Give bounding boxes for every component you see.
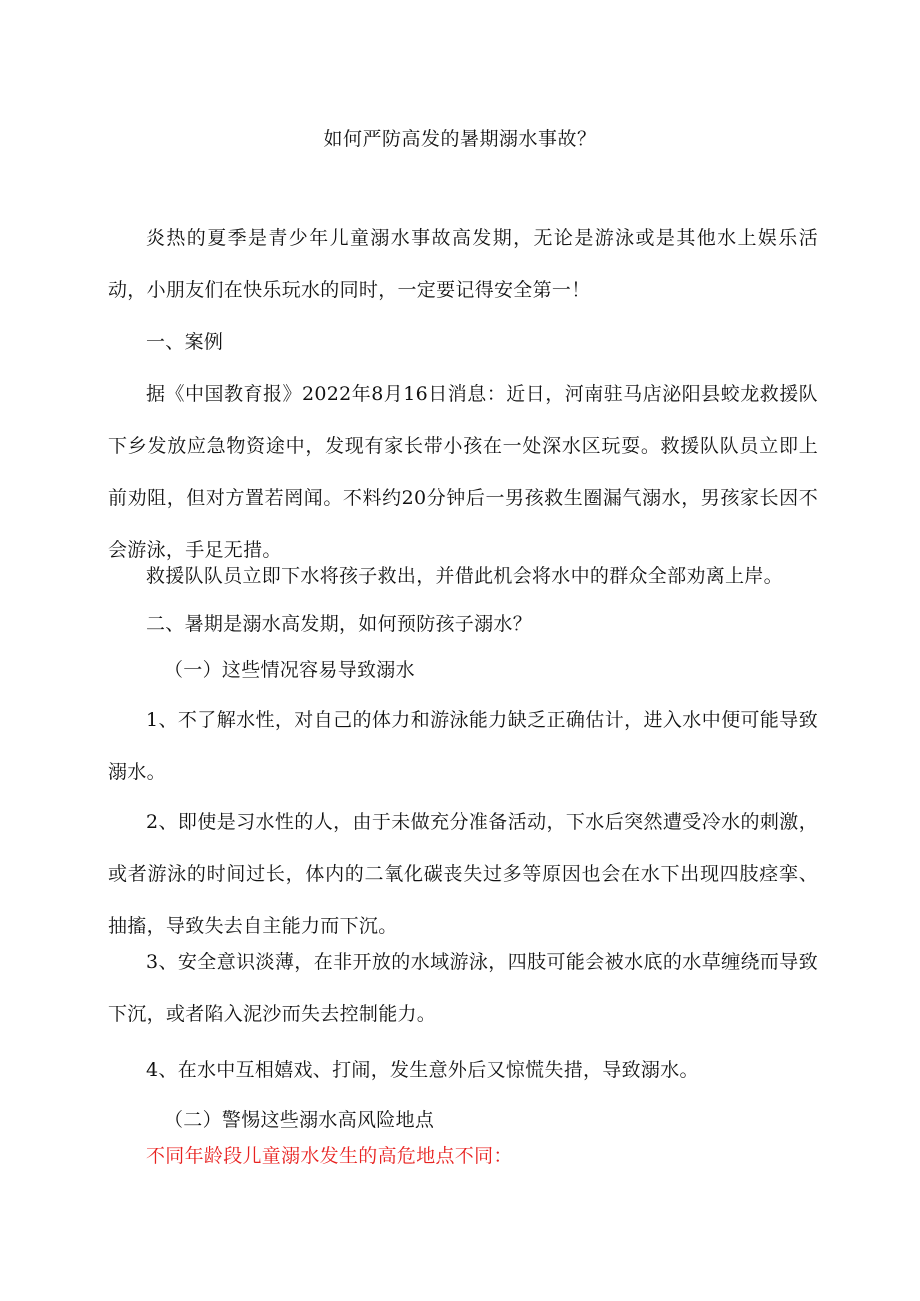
subsection-heading-locations: （二）警惕这些溺水高风险地点 — [164, 1109, 435, 1131]
subsection-heading-causes: （一）这些情况容易导致溺水 — [164, 659, 415, 681]
cause-item-3: 3、安全意识淡薄，在非开放的水域游泳，四肢可能会被水底的水草缠绕而导致下沉，或者陷入泥沙而失去控制能力。 — [108, 951, 818, 1025]
cause-item-2: 2、即使是习水性的人，由于未做充分准备活动，下水后突然遭受冷水的刺激，或者游泳的时间过长，体内的二氧化碳丧失过多等原因也会在水下出现四肢痉挛、抽搐，导致失去自主能力而下沉。 — [108, 811, 818, 937]
rescue-paragraph: 救援队队员立即下水将孩子救出，并借此机会将水中的群众全部劝离上岸。 — [146, 565, 783, 587]
section-heading-prevention: 二、暑期是溺水高发期，如何预防孩子溺水？ — [146, 613, 533, 635]
highlight-note: 不同年龄段儿童溺水发生的高危地点不同： — [146, 1145, 513, 1167]
document-title: 如何严防高发的暑期溺水事故？ — [323, 128, 597, 150]
intro-paragraph: 炎热的夏季是青少年儿童溺水事故高发期，无论是游泳或是其他水上娱乐活动，小朋友们在快乐玩水的同时，一定要记得安全第一！ — [108, 227, 818, 301]
cause-item-4: 4、在水中互相嬉戏、打闹，发生意外后又惊慌失措，导致溺水。 — [146, 1059, 699, 1081]
cause-item-1: 1、不了解水性，对自己的体力和游泳能力缺乏正确估计，进入水中便可能导致溺水。 — [108, 709, 818, 783]
section-heading-case: 一、案例 — [146, 331, 224, 353]
case-paragraph: 据《中国教育报》2022年8月16日消息：近日，河南驻马店泌阳县蛟龙救援队下乡发放应急物资途中，发现有家长带小孩在一处深水区玩耍。救援队队员立即上前劝阻，但对方置若罔闻。不料约20分钟后一男孩救生圈漏气溺水，男孩家长因不会游泳，手足无措。 — [108, 383, 818, 561]
